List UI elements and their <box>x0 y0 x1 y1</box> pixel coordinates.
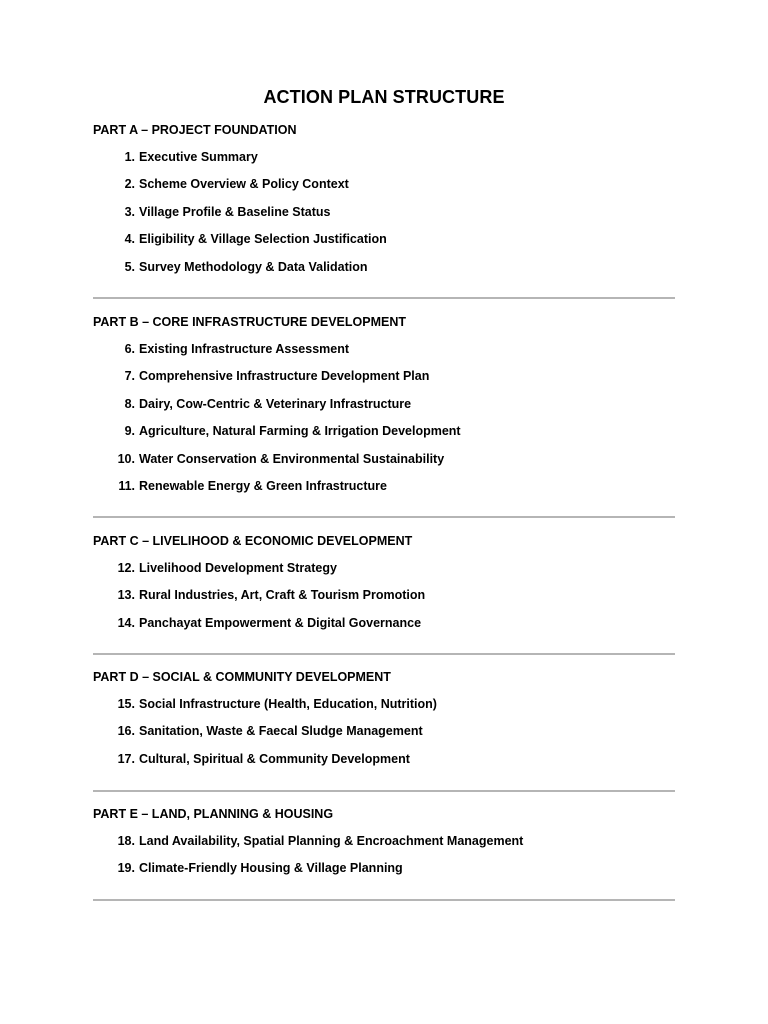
item-text: Survey Methodology & Data Validation <box>139 259 368 274</box>
item-text: Water Conservation & Environmental Sustainability <box>139 451 445 466</box>
section-divider <box>93 297 675 299</box>
item-number: 14. <box>117 615 135 630</box>
item-text: Executive Summary <box>139 150 258 164</box>
section-divider <box>93 653 675 655</box>
item-text: Land Availability, Spatial Planning & Encroachment Management <box>139 834 524 848</box>
item-text: Renewable Energy & Green Infrastructure <box>139 478 387 493</box>
item-text: Cultural, Spiritual & Community Development <box>139 751 410 766</box>
list-item <box>93 254 675 281</box>
item-number: 16. <box>117 724 135 739</box>
item-text: Village Profile & Baseline Status <box>139 204 331 219</box>
part-a-heading: PART A – PROJECT FOUNDATION <box>93 123 297 137</box>
section-divider <box>93 899 675 901</box>
list-item <box>93 391 675 418</box>
item-number: 7. <box>124 369 135 384</box>
list-item <box>93 226 675 253</box>
part-d-section <box>93 667 675 773</box>
list-item <box>93 828 675 855</box>
item-number: 11. <box>118 478 135 493</box>
item-number: 2. <box>124 177 135 192</box>
list-item <box>93 582 675 609</box>
item-text: Scheme Overview & Policy Context <box>139 177 349 192</box>
list-item <box>93 144 675 171</box>
list-item <box>93 555 675 582</box>
list-item <box>93 855 675 882</box>
item-text: Social Infrastructure (Health, Education, Nutrition) <box>139 697 437 711</box>
item-number: 12. <box>117 561 135 575</box>
list-item <box>93 363 675 390</box>
item-number: 15. <box>117 697 135 711</box>
list-item <box>93 171 675 198</box>
list-item <box>93 199 675 226</box>
part-e-heading: PART E – LAND, PLANNING & HOUSING <box>93 807 334 821</box>
item-text: Livelihood Development Strategy <box>139 561 337 575</box>
section-divider <box>93 516 675 518</box>
item-text: Sanitation, Waste & Faecal Sludge Management <box>139 724 423 739</box>
part-e-section <box>93 804 675 883</box>
item-text: Comprehensive Infrastructure Development Plan <box>139 369 430 384</box>
item-text: Dairy, Cow-Centric & Veterinary Infrastructure <box>139 396 412 411</box>
part-b-heading: PART B – CORE INFRASTRUCTURE DEVELOPMENT <box>93 315 406 329</box>
list-item <box>93 746 675 773</box>
section-divider <box>93 790 675 792</box>
part-d-heading: PART D – SOCIAL & COMMUNITY DEVELOPMENT <box>93 670 391 684</box>
item-text: Existing Infrastructure Assessment <box>139 342 350 356</box>
item-number: 18. <box>117 834 135 848</box>
item-number: 10. <box>117 451 135 466</box>
part-c-section <box>93 531 675 637</box>
item-number: 13. <box>117 588 135 603</box>
list-item <box>93 691 675 718</box>
item-text: Panchayat Empowerment & Digital Governance <box>139 615 422 630</box>
item-number: 6. <box>124 342 135 356</box>
list-item <box>93 336 675 363</box>
item-number: 1. <box>124 150 135 164</box>
part-a-section <box>93 120 675 281</box>
item-text: Rural Industries, Art, Craft & Tourism Promotion <box>139 588 426 603</box>
item-number: 8. <box>124 396 135 411</box>
item-number: 17. <box>117 751 135 766</box>
item-number: 9. <box>124 424 135 439</box>
list-item <box>93 446 675 473</box>
item-number: 4. <box>124 232 135 247</box>
list-item <box>93 418 675 445</box>
item-text: Eligibility & Village Selection Justification <box>139 232 387 247</box>
item-number: 3. <box>124 204 135 219</box>
list-item <box>93 718 675 745</box>
part-c-heading: PART C – LIVELIHOOD & ECONOMIC DEVELOPMENT <box>93 534 413 548</box>
part-b-section <box>93 312 675 500</box>
item-number: 5. <box>124 259 135 274</box>
page-title: ACTION PLAN STRUCTURE <box>263 87 505 107</box>
item-text: Agriculture, Natural Farming & Irrigation Development <box>139 424 461 439</box>
list-item <box>93 473 675 500</box>
list-item <box>93 610 675 637</box>
item-number: 19. <box>117 861 135 876</box>
item-text: Climate-Friendly Housing & Village Planning <box>139 861 403 876</box>
